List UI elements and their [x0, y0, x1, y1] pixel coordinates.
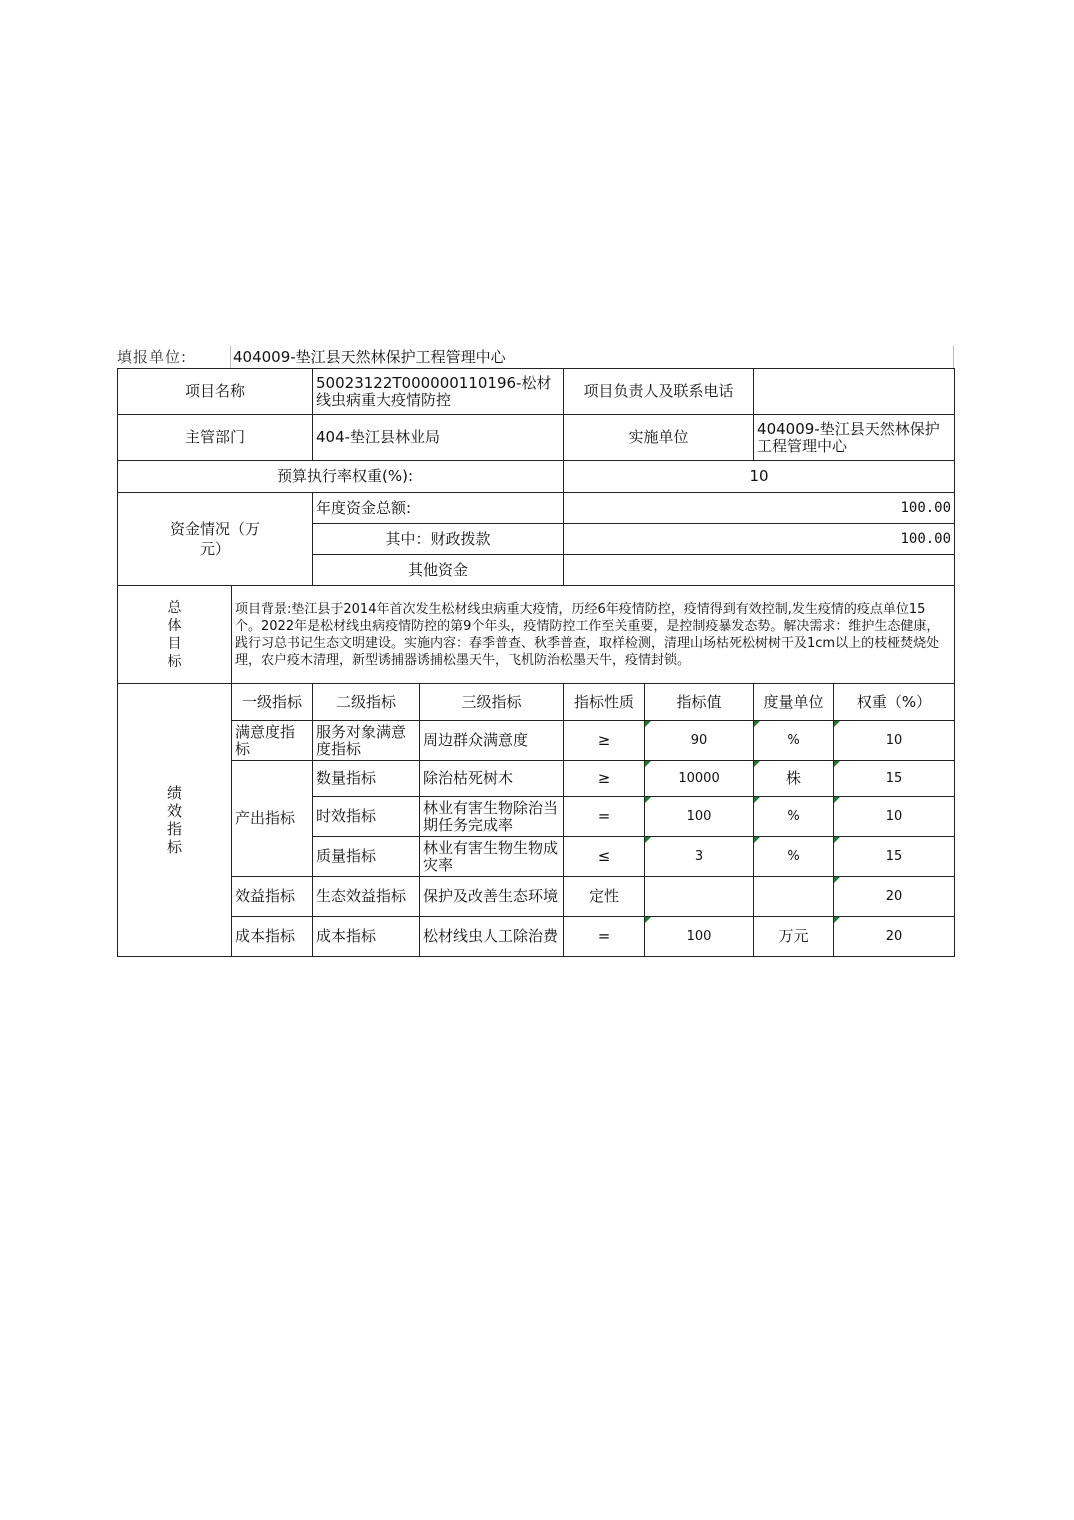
row-weight: 20 [834, 877, 955, 917]
header-l2: 二级指标 [313, 684, 420, 721]
project-name-label: 项目名称 [118, 369, 313, 415]
row-l3: 周边群众满意度 [420, 721, 564, 761]
performance-label-text: 绩效指标 [167, 784, 183, 856]
row-l2: 时效指标 [313, 797, 420, 837]
filing-unit-value: 404009-垫江县天然林保护工程管理中心 [233, 348, 506, 366]
row-weight: 15 [834, 837, 955, 877]
row-unit [754, 877, 834, 917]
divider [230, 346, 231, 368]
row-l1: 满意度指标 [232, 721, 313, 761]
row-l3: 保护及改善生态环境 [420, 877, 564, 917]
other-funds-value [564, 555, 955, 586]
annual-funds-value: 100.00 [564, 493, 955, 524]
table-row [118, 917, 955, 957]
row-value: 10000 [645, 761, 754, 797]
row-l2: 生态效益指标 [313, 877, 420, 917]
row-nature: = [564, 917, 645, 957]
budget-weight-value: 10 [564, 461, 955, 493]
row-l2: 成本指标 [313, 917, 420, 957]
row-l2: 服务对象满意度指标 [313, 721, 420, 761]
row-unit: 株 [754, 761, 834, 797]
row-value: 3 [645, 837, 754, 877]
header-line [117, 346, 954, 368]
row-weight: 10 [834, 721, 955, 761]
header-l3: 三级指标 [420, 684, 564, 721]
row-unit: 万元 [754, 917, 834, 957]
impl-unit-label: 实施单位 [564, 415, 754, 461]
header-nature: 指标性质 [564, 684, 645, 721]
goal-label-text: 总体目标 [167, 599, 182, 670]
row-value: 100 [645, 797, 754, 837]
row-unit: % [754, 797, 834, 837]
project-name-value: 50023122T000000110196-松材线虫病重大疫情防控 [313, 369, 564, 415]
table-row [118, 877, 955, 917]
filing-unit-label: 填报单位: [117, 348, 188, 366]
row-unit: % [754, 837, 834, 877]
annual-funds-label: 年度资金总额: [313, 493, 564, 524]
goal-text: 项目背景:垫江县于2014年首次发生松材线虫病重大疫情，历经6年疫情防控，疫情得到有效控制,发生疫情的疫点单位15个。2022年是松材线虫病疫情防控的第9个年头，疫情防控工作至关重要，是控制疫暴发态势。解决需求：维护生态健康，践行习总书记生态文明建设。实施内容：春季普查、秋季普查，取样检测，清理山场枯死松树树干及1cm以上的枝桠焚烧处理，农户疫木清理，新型诱捕器诱捕松墨天牛，飞机防治松墨天牛，疫情封锁。 [232, 586, 955, 684]
row-l3: 林业有害生物生物成灾率 [420, 837, 564, 877]
row-nature: ≤ [564, 837, 645, 877]
funds-label-text: 资金情况（万元） [169, 520, 260, 558]
performance-label [118, 684, 232, 957]
row-l2: 质量指标 [313, 837, 420, 877]
row-l1: 效益指标 [232, 877, 313, 917]
dept-label: 主管部门 [118, 415, 313, 461]
row-nature: = [564, 797, 645, 837]
other-funds-label: 其他资金 [313, 555, 564, 586]
fiscal-funds-value: 100.00 [564, 524, 955, 555]
impl-unit-value: 404009-垫江县天然林保护工程管理中心 [754, 415, 955, 461]
project-contact-value [754, 369, 955, 415]
performance-target-table [117, 368, 955, 957]
row-value: 100 [645, 917, 754, 957]
row-nature: ≥ [564, 761, 645, 797]
row-weight: 15 [834, 761, 955, 797]
header-l1: 一级指标 [232, 684, 313, 721]
dept-value: 404-垫江县林业局 [313, 415, 564, 461]
table-row [118, 761, 955, 797]
header-value: 指标值 [645, 684, 754, 721]
row-l3: 除治枯死树木 [420, 761, 564, 797]
row-l1: 成本指标 [232, 917, 313, 957]
table-row [118, 721, 955, 761]
project-contact-label: 项目负责人及联系电话 [564, 369, 754, 415]
budget-weight-label: 预算执行率权重(%): [118, 461, 564, 493]
row-weight: 20 [834, 917, 955, 957]
header-weight: 权重（%） [834, 684, 955, 721]
header-unit: 度量单位 [754, 684, 834, 721]
row-l1: 产出指标 [232, 761, 313, 877]
row-value [645, 877, 754, 917]
row-unit: % [754, 721, 834, 761]
fiscal-funds-label: 其中：财政拨款 [313, 524, 564, 555]
row-weight: 10 [834, 797, 955, 837]
goal-label [118, 586, 232, 684]
row-l3: 林业有害生物除治当期任务完成率 [420, 797, 564, 837]
divider [953, 346, 954, 368]
row-l2: 数量指标 [313, 761, 420, 797]
row-nature: ≥ [564, 721, 645, 761]
funds-label [118, 493, 313, 586]
row-l3: 松材线虫人工除治费 [420, 917, 564, 957]
row-nature: 定性 [564, 877, 645, 917]
row-value: 90 [645, 721, 754, 761]
